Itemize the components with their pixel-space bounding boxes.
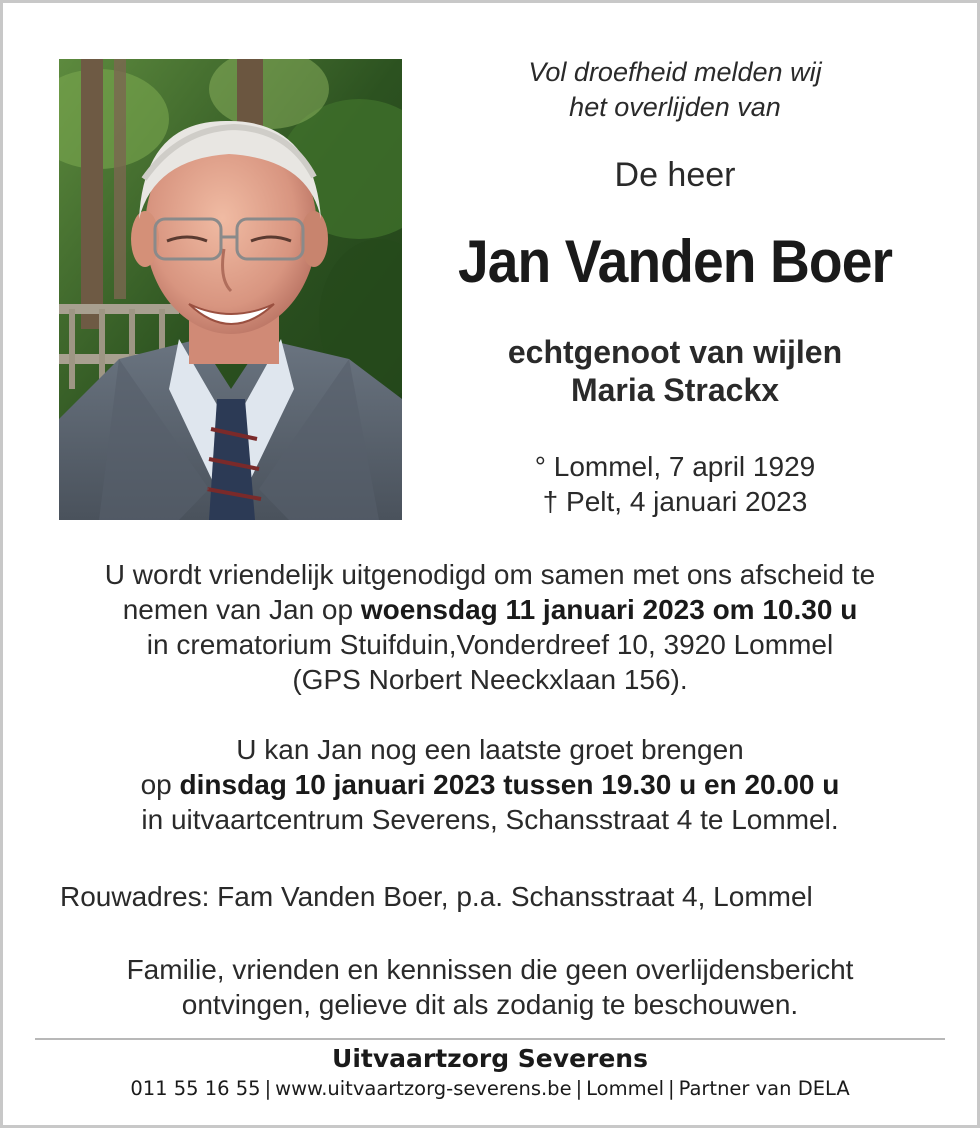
life-dates xyxy=(420,449,930,519)
ceremony-gps: (GPS Norbert Neeckxlaan 156). xyxy=(292,664,688,695)
notice-line-1: Familie, vrienden en kennissen die geen overlijdensbericht xyxy=(126,954,854,985)
birth-date: ° Lommel, 7 april 1929 xyxy=(534,451,816,482)
footer-separator: | xyxy=(575,1077,583,1100)
ceremony-paragraph xyxy=(40,557,940,697)
visitation-line-2-prefix: op xyxy=(140,769,180,800)
ceremony-line-2 xyxy=(40,592,940,627)
visitation-datetime: dinsdag 10 januari 2023 tussen 19.30 u en 20.00 u xyxy=(179,769,840,800)
notice-line-2: ontvingen, gelieve dit als zodanig te beschouwen. xyxy=(181,989,799,1020)
death-date: † Pelt, 4 januari 2023 xyxy=(542,486,808,517)
visitation-paragraph xyxy=(40,732,940,837)
deceased-name: Jan Vanden Boer xyxy=(457,228,893,295)
visitation-location: in uitvaartcentrum Severens, Schansstraat 4 te Lommel. xyxy=(141,804,839,835)
ceremony-location: in crematorium Stuifduin,Vonderdreef 10, 3920 Lommel xyxy=(146,629,834,660)
footer-website-link[interactable]: www.uitvaartzorg-severens.be xyxy=(275,1077,572,1100)
ceremony-line-1: U wordt vriendelijk uitgenodigd om samen met ons afscheid te xyxy=(104,559,876,590)
portrait-photo xyxy=(59,59,402,520)
footer-contact xyxy=(0,1076,980,1102)
ceremony-line-2-prefix: nemen van Jan op xyxy=(122,594,361,625)
visitation-line-2 xyxy=(40,767,940,802)
footer-city: Lommel xyxy=(586,1077,664,1100)
footer-partner: Partner van DELA xyxy=(678,1077,850,1100)
spouse-info xyxy=(420,333,930,409)
deceased-title: De heer xyxy=(614,156,736,194)
mourning-address: Rouwadres: Fam Vanden Boer, p.a. Schansstraat 4, Lommel xyxy=(60,881,813,912)
spouse-name: Maria Strackx xyxy=(570,372,780,408)
footer-phone: 011 55 16 55 xyxy=(130,1077,261,1100)
visitation-line-1: U kan Jan nog een laatste groet brengen xyxy=(236,734,744,765)
funeral-company-name: Uitvaartzorg Severens xyxy=(332,1044,648,1073)
footer-separator: | xyxy=(668,1077,675,1100)
footer-separator: | xyxy=(264,1077,272,1100)
intro-text xyxy=(420,55,930,125)
ceremony-datetime: woensdag 11 januari 2023 om 10.30 u xyxy=(360,594,858,625)
notice-paragraph xyxy=(40,952,940,1022)
footer-divider xyxy=(35,1038,945,1040)
intro-line-1: Vol droefheid melden wij xyxy=(528,57,822,87)
intro-line-2: het overlijden van xyxy=(569,92,781,122)
spouse-line-1: echtgenoot van wijlen xyxy=(507,334,843,370)
